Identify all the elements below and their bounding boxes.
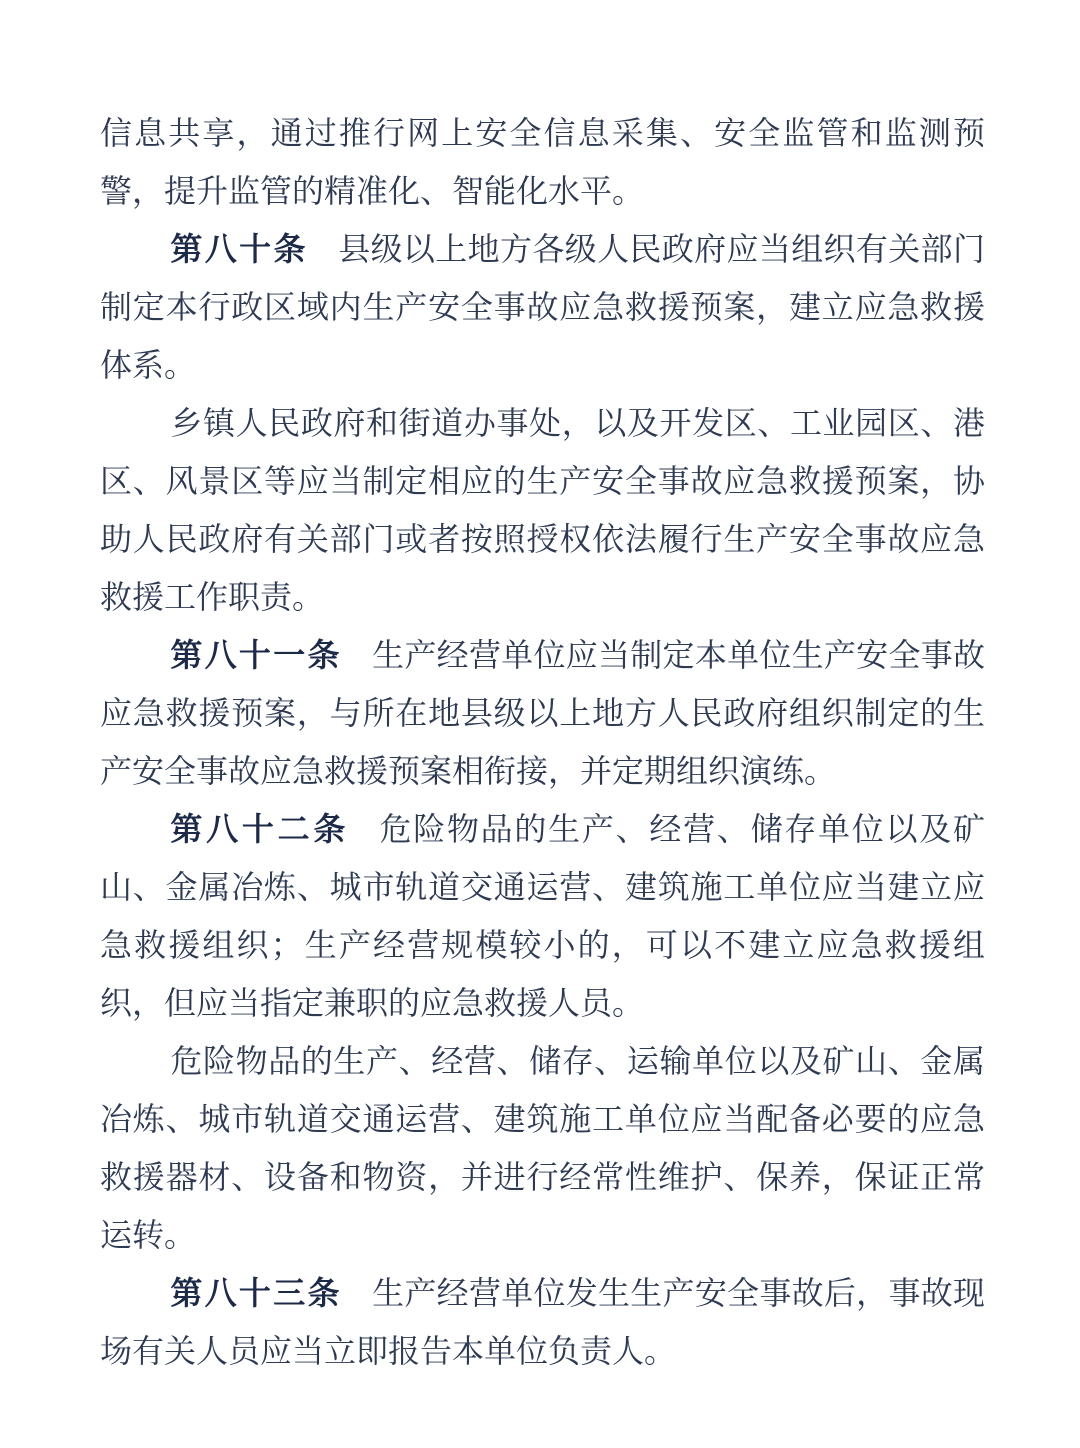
paragraph-text: 危险物品的生产、经营、储存、运输单位以及矿山、金属冶炼、城市轨道交通运营、建筑施工单位应当配备必要的应急救援器材、设备和物资，并进行经常性维护、保养，保证正常运转。	[100, 1043, 985, 1253]
article-81-number: 第八十一条	[170, 637, 342, 673]
paragraph-text: 乡镇人民政府和街道办事处，以及开发区、工业园区、港区、风景区等应当制定相应的生产安全事故应急救援预案，协助人民政府有关部门或者按照授权依法履行生产安全事故应急救援工作职责。	[100, 405, 985, 615]
article-82-number: 第八十二条	[170, 811, 350, 847]
continuation-paragraph	[100, 104, 985, 220]
paragraph-text: 县级以上地方各级人民政府应当组织有关部门制定本行政区域内生产安全事故应急救援预案，建立应急救援体系。	[100, 231, 985, 383]
paragraph-text: 危险物品的生产、经营、储存单位以及矿山、金属冶炼、城市轨道交通运营、建筑施工单位应当建立应急救援组织；生产经营规模较小的，可以不建立应急救援组织，但应当指定兼职的应急救援人员。	[100, 811, 985, 1021]
paragraph-text: 生产经营单位应当制定本单位生产安全事故应急救援预案，与所在地县级以上地方人民政府组织制定的生产安全事故应急救援预案相衔接，并定期组织演练。	[100, 637, 985, 789]
article-83-number: 第八十三条	[170, 1275, 342, 1311]
article-80-paragraph	[100, 220, 985, 394]
article-83-paragraph	[100, 1264, 985, 1380]
paragraph-text: 生产经营单位发生生产安全事故后，事故现场有关人员应当立即报告本单位负责人。	[100, 1275, 985, 1369]
article-80-number: 第八十条	[170, 231, 308, 267]
article-82-subparagraph	[100, 1032, 985, 1264]
article-80-subparagraph	[100, 394, 985, 626]
article-82-paragraph	[100, 800, 985, 1032]
paragraph-text: 信息共享，通过推行网上安全信息采集、安全监管和监测预警，提升监管的精准化、智能化水平。	[100, 115, 985, 209]
article-81-paragraph	[100, 626, 985, 800]
